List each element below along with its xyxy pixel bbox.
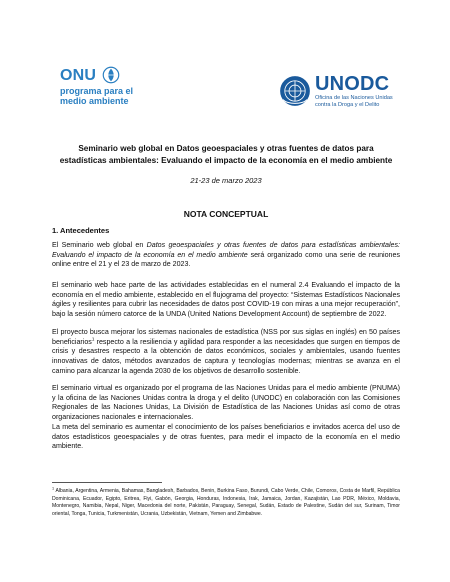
unodc-logo-subtitle: Oficina de las Naciones Unidas contra la Droga y el Delito: [315, 95, 393, 108]
unodc-logo-word: UNODC: [315, 73, 390, 95]
paragraph-goal-lead: El proyecto busca mejorar los sistemas nacionales de estadística (NSS por sus siglas en inglés) en 50 países beneficiarios: [52, 328, 400, 346]
unodc-logo: [278, 74, 408, 114]
footnote-number: 1: [52, 486, 55, 491]
footnote-reference[interactable]: 1: [91, 336, 95, 342]
onu-logo-subtitle: programa para el medio ambiente: [60, 86, 134, 106]
paragraph-project-context: El seminario web hace parte de las actividades establecidas en el numeral 2.4 Evaluando el impacto de la economía en el medio ambiente, establecido en el flujograma del proyecto: “Sistemas Estadísticos Nacionales ágiles y resilientes para cubrir las necesidades de datos post COVID-19 con miras a una mejor recuperación”, bajo la sesión número catorce de la UNDA (United Nations Development Account) de septiembre de 2022.: [52, 281, 400, 319]
footnote-text: Albania, Argentina, Armenia, Bahamas, Bangladesh, Barbados, Benin, Burkina Faso, Burundi, Cabo Verde, Chile, Comoros, Costa de Marfil, República Dominicana, Ecuador, Egipto, Eritrea, Fiyi, Gabón, Georgia, Honduras, Indonesia, Irak, Jamaica, Jordan, Kazajistán, Lao PDR, México, Moldavia, Montenegro, Namibia, Nepal, Niger, Macedonia del norte, Pakistán, Paraguay, Senegal, Sudán, Estado de Palestine, Sudán del sur, Surinam, Timor oriental, Tonga, Tunicia, Turkmenistán, Ucrania, Uzbekistán, Vietnam, Yemen and Zimbabwe.: [52, 488, 400, 517]
document-title: Seminario web global en Datos geoespaciales y otras fuentes de datos para estadísticas ambientales: Evaluando el impacto de la economía en el medio ambiente: [59, 144, 393, 165]
footnote-divider: [52, 482, 162, 483]
un-emblem-icon: [102, 66, 120, 84]
un-globe-emblem-icon: [278, 74, 312, 108]
event-dates: 21-23 de marzo 2023: [190, 176, 262, 185]
section-heading-antecedentes: 1. Antecedentes: [52, 226, 110, 235]
paragraph-organizers: El seminario virtual es organizado por el programa de las Naciones Unidas para el medio ambiente (PNUMA) y la oficina de las Naciones Unidas contra la droga y el delito (UNODC) en colaboración con las Comisiones Regionales de las Naciones Unidas, La División de Estadística de las Naciones Unidas así como de otras organizaciones nacionales e internacionales.: [52, 384, 400, 422]
seminar-name-italic: Datos geoespaciales y otras fuentes de datos para estadísticas ambientales: Evaluando el impacto de la economía en el medio ambiente: [52, 241, 400, 259]
paragraph-intro-lead: El Seminario web global en: [52, 241, 147, 249]
onu-environment-logo: [60, 68, 180, 116]
onu-logo-word: ONU: [60, 67, 97, 84]
paragraph-seminar-goal: La meta del seminario es aumentar el conocimiento de los países beneficiarios e invitados acerca del uso de datos estadísticos geoespaciales y de otras fuentes, para medir el impacto de la economía en el medio ambiente.: [52, 423, 400, 451]
paragraph-goal-tail: respecto a la resiliencia y agilidad para responder a las necesidades que surgen en tiempos de crisis y desastres respecto a la obtención de datos económicos, sociales y ambientales, usando fuentes innovativas de datos, métodos avanzados de captura y tecnologías modernas; mientras se avanza en el camino para alcanzar la agenda 2030 de los objetivos de desarrollo sostenible.: [52, 337, 400, 375]
paragraph-project-goal: [52, 328, 400, 377]
footnote: [52, 488, 400, 518]
paragraph-intro: [52, 241, 400, 270]
concept-note-heading: NOTA CONCEPTUAL: [183, 209, 269, 219]
paragraph-intro-tail: será organizado como una serie de reuniones online entre el 21 y el 23 de marzo de 2023.: [52, 250, 400, 269]
